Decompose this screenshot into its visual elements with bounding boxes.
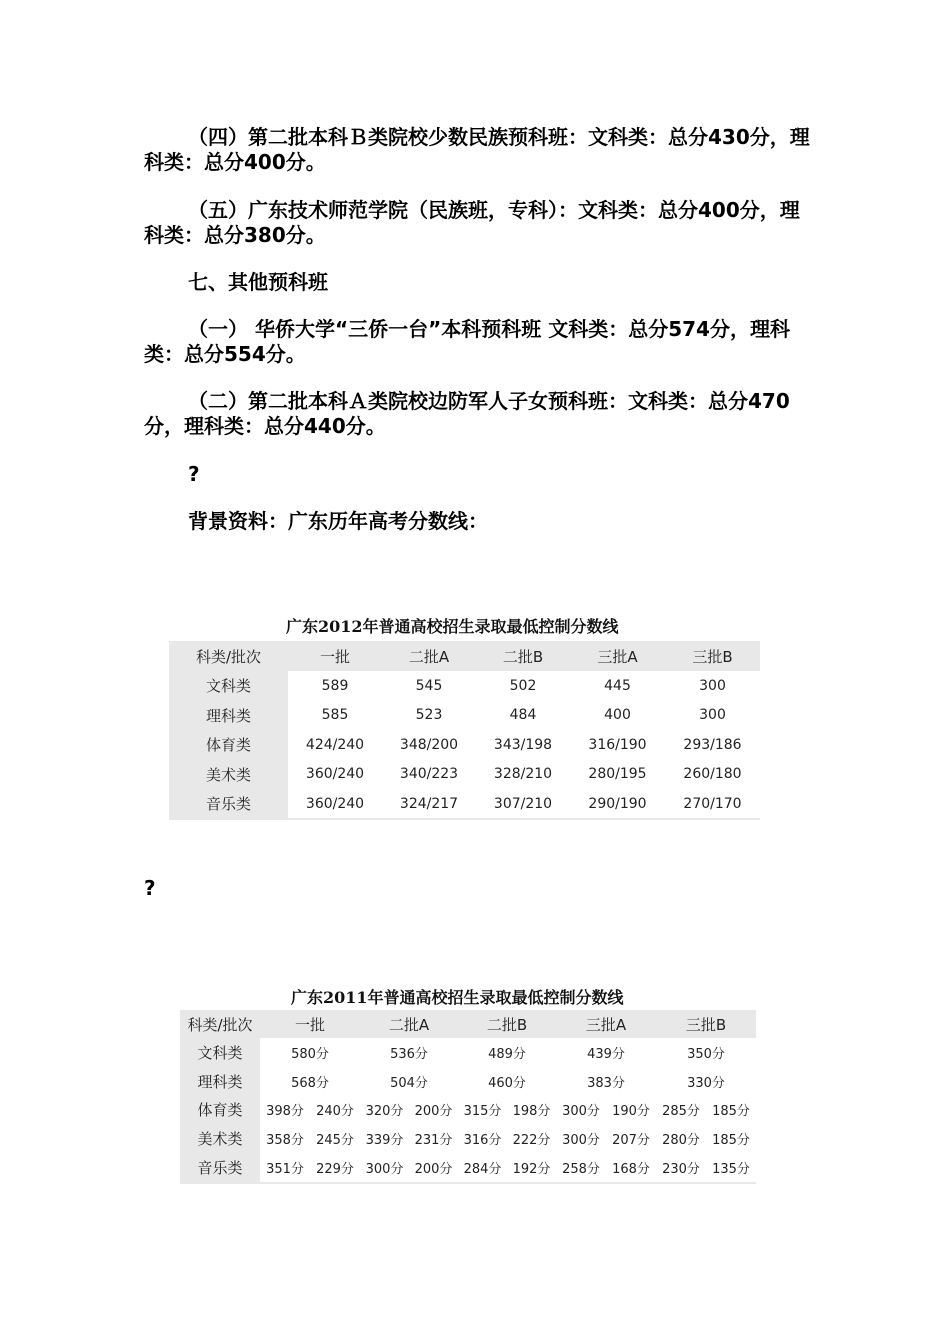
score-cell: 192分 bbox=[512, 1162, 551, 1178]
table-row bbox=[169, 760, 760, 790]
score-cell: 290/190 bbox=[588, 795, 647, 812]
score-cell: 400 bbox=[604, 707, 631, 724]
score-cell: 383分 bbox=[587, 1075, 625, 1091]
score-cell: 280分 bbox=[662, 1133, 700, 1149]
paragraph-border-military-prep: （二）第二批本科Ａ类院校边防军人子女预科班：文科类：总分470分，理科类：总分440分。 bbox=[144, 389, 790, 438]
row-label: 美术类 bbox=[169, 760, 288, 790]
table-header-row bbox=[180, 1010, 756, 1038]
score-cell: 460分 bbox=[488, 1075, 526, 1091]
score-cell: 445 bbox=[604, 677, 631, 694]
score-cell: 135分 bbox=[712, 1162, 750, 1178]
paragraph-gdtnu-ethnic-class: （五）广东技术师范学院（民族班，专科）：文科类：总分400分，理科类：总分380分。 bbox=[144, 198, 800, 247]
table-row bbox=[180, 1153, 756, 1182]
score-cell: 300 bbox=[699, 707, 726, 724]
score-cell: 360/240 bbox=[305, 795, 365, 812]
score-cell: 324/217 bbox=[399, 795, 459, 812]
score-cell: 523 bbox=[415, 707, 443, 724]
paragraph-huaqiao-prep: （一） 华侨大学“三侨一台”本科预科班 文科类：总分574分，理科类：总分554分。 bbox=[144, 317, 790, 366]
row-label: 理科类 bbox=[180, 1067, 260, 1096]
row-label: 音乐类 bbox=[180, 1153, 260, 1182]
score-cell: 340/223 bbox=[399, 766, 459, 783]
header-cell: 一批 bbox=[260, 1010, 360, 1038]
score-cell: 270/170 bbox=[683, 795, 742, 812]
score-cell: 504分 bbox=[390, 1075, 428, 1091]
table-row bbox=[169, 730, 760, 760]
score-cell: 424/240 bbox=[305, 736, 365, 753]
score-cell: 502 bbox=[509, 677, 537, 694]
table-2012 bbox=[169, 641, 760, 819]
row-label: 音乐类 bbox=[169, 789, 288, 819]
row-label: 体育类 bbox=[169, 730, 288, 760]
score-cell: 280/195 bbox=[588, 766, 647, 783]
score-cell: 489分 bbox=[488, 1046, 526, 1062]
row-label: 理科类 bbox=[169, 701, 288, 731]
row-label: 美术类 bbox=[180, 1124, 260, 1153]
score-cell: 351分 bbox=[266, 1162, 304, 1178]
table-row bbox=[169, 789, 760, 819]
score-cell: 240分 bbox=[316, 1104, 354, 1120]
score-cell: 200分 bbox=[414, 1104, 453, 1120]
table-row bbox=[180, 1124, 756, 1153]
header-cell: 三批B bbox=[665, 641, 760, 671]
score-cell: 536分 bbox=[390, 1046, 428, 1062]
score-cell: 185分 bbox=[712, 1104, 750, 1120]
score-cell: 230分 bbox=[662, 1162, 700, 1178]
header-cell: 科类/批次 bbox=[180, 1010, 260, 1038]
score-cell: 229分 bbox=[316, 1162, 354, 1178]
score-cell: 190分 bbox=[612, 1104, 650, 1120]
score-cell: 330分 bbox=[687, 1075, 725, 1091]
table-row bbox=[169, 701, 760, 731]
score-cell: 328/210 bbox=[493, 766, 553, 783]
score-cell: 358分 bbox=[266, 1133, 304, 1149]
header-cell: 科类/批次 bbox=[169, 641, 288, 671]
score-cell: 207分 bbox=[612, 1133, 650, 1149]
score-cell: 200分 bbox=[414, 1162, 453, 1178]
table-row bbox=[169, 671, 760, 701]
score-cell: 350分 bbox=[687, 1046, 725, 1062]
score-cell: 284分 bbox=[463, 1162, 502, 1178]
background-info-heading: 背景资料：广东历年高考分数线： bbox=[188, 509, 488, 533]
header-cell: 二批B bbox=[458, 1010, 556, 1038]
score-cell: 360/240 bbox=[305, 766, 365, 783]
row-label: 文科类 bbox=[169, 671, 288, 701]
table-row bbox=[180, 1096, 756, 1125]
score-cell: 198分 bbox=[512, 1104, 551, 1120]
score-cell: 315分 bbox=[463, 1104, 502, 1120]
section-heading-other-prep: 七、其他预科班 bbox=[188, 270, 328, 294]
score-cell: 320分 bbox=[365, 1104, 404, 1120]
table-2011-title: 广东2011年普通高校招生录取最低控制分数线 bbox=[291, 988, 624, 1007]
score-cell: 300分 bbox=[562, 1133, 600, 1149]
table-2012-bottom-border bbox=[169, 818, 760, 820]
table-header-row bbox=[169, 641, 760, 671]
score-cell: 398分 bbox=[266, 1104, 304, 1120]
score-cell: 185分 bbox=[712, 1133, 750, 1149]
score-cell: 484 bbox=[509, 707, 537, 724]
row-label: 文科类 bbox=[180, 1038, 260, 1067]
score-cell: 293/186 bbox=[683, 736, 742, 753]
score-cell: 260/180 bbox=[683, 766, 742, 783]
header-cell: 一批 bbox=[288, 641, 382, 671]
table-row bbox=[180, 1067, 756, 1096]
score-cell: 231分 bbox=[414, 1133, 453, 1149]
score-cell: 316分 bbox=[463, 1133, 502, 1149]
header-cell: 二批A bbox=[360, 1010, 458, 1038]
score-cell: 339分 bbox=[365, 1133, 404, 1149]
score-cell: 589 bbox=[321, 677, 349, 694]
score-cell: 258分 bbox=[562, 1162, 600, 1178]
header-cell: 三批A bbox=[556, 1010, 656, 1038]
score-cell: 300 bbox=[699, 677, 726, 694]
placeholder-question-mark: ? bbox=[144, 876, 156, 900]
paragraph-minority-prep-b: （四）第二批本科Ｂ类院校少数民族预科班：文科类：总分430分，理科类：总分400分。 bbox=[144, 125, 810, 174]
score-cell: 300分 bbox=[562, 1104, 600, 1120]
table-2011-bottom-border bbox=[180, 1182, 756, 1184]
score-cell: 568分 bbox=[291, 1075, 329, 1091]
score-cell: 300分 bbox=[365, 1162, 404, 1178]
table-2012-title: 广东2012年普通高校招生录取最低控制分数线 bbox=[286, 617, 619, 636]
score-cell: 168分 bbox=[612, 1162, 650, 1178]
header-cell: 二批B bbox=[476, 641, 570, 671]
score-cell: 343/198 bbox=[493, 736, 553, 753]
header-cell: 三批B bbox=[656, 1010, 756, 1038]
table-row bbox=[180, 1038, 756, 1067]
score-cell: 316/190 bbox=[588, 736, 647, 753]
score-cell: 545 bbox=[415, 677, 443, 694]
score-cell: 285分 bbox=[662, 1104, 700, 1120]
placeholder-question-mark: ? bbox=[188, 462, 200, 486]
score-cell: 348/200 bbox=[399, 736, 459, 753]
score-cell: 439分 bbox=[587, 1046, 625, 1062]
header-cell: 三批A bbox=[570, 641, 665, 671]
score-cell: 585 bbox=[321, 707, 349, 724]
table-2011 bbox=[180, 1010, 756, 1182]
score-cell: 222分 bbox=[512, 1133, 551, 1149]
score-cell: 580分 bbox=[291, 1046, 329, 1062]
row-label: 体育类 bbox=[180, 1096, 260, 1125]
header-cell: 二批A bbox=[382, 641, 476, 671]
score-cell: 245分 bbox=[316, 1133, 354, 1149]
score-cell: 307/210 bbox=[493, 795, 553, 812]
